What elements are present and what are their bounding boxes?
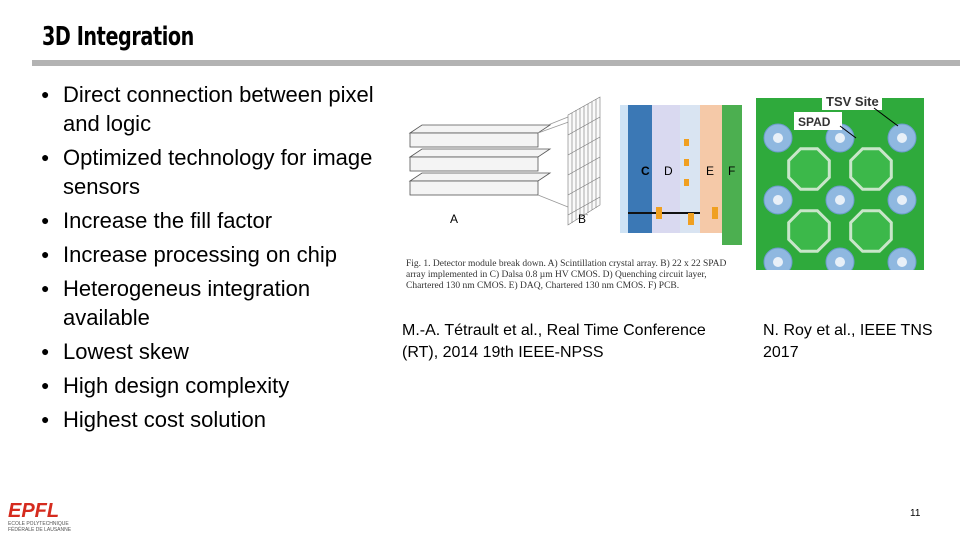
bullet-item: ● Heterogeneus integration available bbox=[41, 276, 311, 330]
citation-tetrault: M.-A. Tétrault et al., Real Time Conference (RT), 2014 19th IEEE-NPSS bbox=[402, 322, 706, 361]
bullet-dot-icon: ● bbox=[41, 212, 50, 228]
bullet-item: ● High design complexity bbox=[41, 373, 290, 398]
bullet-dot-icon: ● bbox=[41, 86, 50, 102]
epfl-logo bbox=[6, 497, 86, 537]
tsv-core bbox=[773, 257, 783, 267]
bullet-dot-icon: ● bbox=[41, 246, 50, 262]
bullet-dot-icon: ● bbox=[41, 377, 50, 393]
bullet-item: ● Direct connection between pixel and logic bbox=[41, 82, 374, 136]
spad-cell bbox=[789, 211, 830, 252]
tsv-site-label: TSV Site bbox=[826, 94, 879, 109]
detector-module-figure bbox=[388, 95, 748, 315]
bullet-dot-icon: ● bbox=[41, 343, 50, 359]
slide-title: 3D Integration bbox=[42, 22, 194, 52]
bullet-item: ● Increase the fill factor bbox=[41, 208, 273, 233]
tsv-core bbox=[835, 133, 845, 143]
tsv-core bbox=[773, 195, 783, 205]
layer-stack-drawing bbox=[620, 105, 742, 245]
tsv-core bbox=[835, 257, 845, 267]
label-f: F bbox=[728, 164, 736, 178]
epfl-logo-subtitle: ÉCOLE POLYTECHNIQUE FÉDÉRALE DE LAUSANNE bbox=[8, 521, 72, 533]
tsv-core bbox=[897, 257, 907, 267]
epfl-logo-mark: EPFL bbox=[8, 500, 60, 522]
bullet-list bbox=[38, 80, 378, 439]
spad-label: SPAD bbox=[798, 115, 831, 129]
bullet-dot-icon: ● bbox=[41, 280, 50, 296]
bullet-dot-icon: ● bbox=[41, 411, 50, 427]
bullet-item: ● Lowest skew bbox=[41, 339, 189, 364]
label-a: A bbox=[450, 212, 459, 226]
title-divider bbox=[32, 60, 960, 66]
tsv-core bbox=[773, 133, 783, 143]
tsv-core bbox=[835, 195, 845, 205]
bullet-item: ● Optimized technology for image sensors bbox=[41, 145, 373, 199]
figure-caption: Fig. 1. Detector module break down. A) Scintillation crystal array. B) 22 x 22 SPAD array implemented in C) Dalsa 0.8 µm HV CMOS. D) Quenching circuit layer, Chartered 130 nm CMOS. E) DAQ, Chartered 130 nm CMOS. F) PCB. bbox=[406, 259, 727, 291]
tsv-spad-figure bbox=[756, 90, 926, 270]
spad-array-drawing bbox=[568, 97, 600, 225]
tsv-core bbox=[897, 195, 907, 205]
spad-cell bbox=[851, 211, 892, 252]
spad-cell bbox=[789, 149, 830, 190]
spad-cell bbox=[851, 149, 892, 190]
bullet-item: ● Highest cost solution bbox=[41, 407, 266, 432]
bullet-dot-icon: ● bbox=[41, 149, 50, 165]
label-d: D bbox=[664, 164, 673, 178]
label-b: B bbox=[578, 212, 587, 226]
label-e: E bbox=[706, 164, 715, 178]
citation-roy: N. Roy et al., IEEE TNS 2017 bbox=[763, 322, 933, 361]
tsv-core bbox=[897, 133, 907, 143]
label-c: C bbox=[641, 164, 650, 178]
bullet-item: ● Increase processing on chip bbox=[41, 242, 337, 267]
page-number: 11 bbox=[910, 508, 921, 519]
